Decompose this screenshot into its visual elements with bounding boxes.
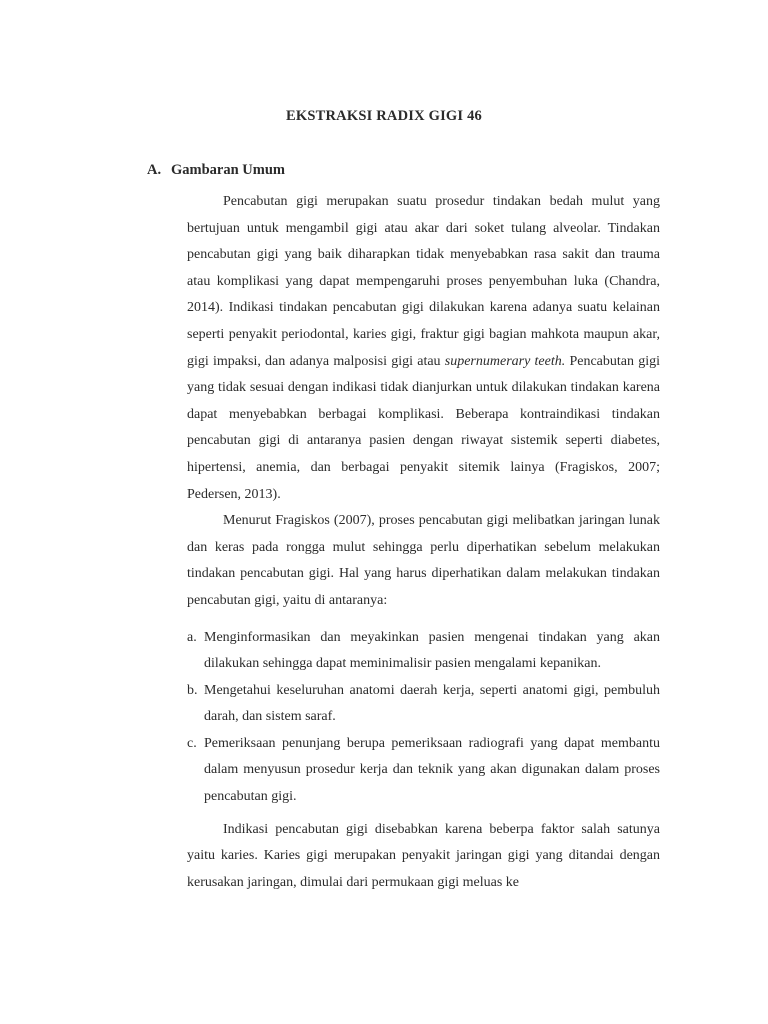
- paragraph-overview-part1: Pencabutan gigi merupakan suatu prosedur tindakan bedah mulut yang bertujuan untuk mengambil gigi atau akar dari soket tulang alveolar. Tindakan pencabutan gigi yang baik diharapkan tidak menyebabkan rasa sakit dan trauma atau komplikasi yang dapat mempengaruhi proses penyembuhan luka (Chandra, 2014). Indikasi tindakan pencabutan gigi dilakukan karena adanya suatu kelainan seperti penyakit periodontal, karies gigi, fraktur gigi bagian mahkota maupun akar, gigi impaksi, dan adanya malposisi gigi atau: [187, 194, 660, 369]
- paragraph-fragiskos: Menurut Fragiskos (2007), proses pencabutan gigi melibatkan jaringan lunak dan keras pada rongga mulut sehingga perlu diperhatikan sebelum melakukan tindakan pencabutan gigi. Hal yang harus diperhatikan dalam melakukan tindakan pencabutan gigi, yaitu di antaranya:: [187, 513, 660, 608]
- list-item: [187, 731, 660, 811]
- list-item-marker: b.: [187, 682, 198, 698]
- list-item: [187, 625, 660, 678]
- list-item-text: Menginformasikan dan meyakinkan pasien mengenai tindakan yang akan dilakukan sehingga dapat meminimalisir pasien mengalami kepanikan.: [204, 629, 660, 672]
- section-heading-text: Gambaran Umum: [171, 162, 285, 178]
- section-heading: [147, 162, 285, 179]
- list-item-text: Pemeriksaan penunjang berupa pemeriksaan radiografi yang dapat membantu dalam menyusun prosedur kerja dan teknik yang akan digunakan dalam proses pencabutan gigi.: [204, 735, 660, 805]
- paragraph-overview: [187, 189, 660, 508]
- considerations-list: [187, 625, 660, 811]
- section-marker: A.: [147, 162, 162, 178]
- list-item-text: Mengetahui keseluruhan anatomi daerah kerja, seperti anatomi gigi, pembuluh darah, dan sistem saraf.: [204, 682, 660, 725]
- page-title: EKSTRAKSI RADIX GIGI 46: [286, 108, 482, 124]
- paragraph-overview-italic-term: supernumerary teeth.: [444, 353, 566, 369]
- paragraph-indications: Indikasi pencabutan gigi disebabkan karena beberpa faktor salah satunya yaitu karies. Karies gigi merupakan penyakit jaringan gigi yang ditandai dengan kerusakan jaringan, dimulai dari permukaan gigi meluas ke: [187, 821, 660, 890]
- body-text: [187, 189, 660, 896]
- list-item-marker: c.: [187, 735, 197, 751]
- list-item: [187, 678, 660, 731]
- paragraph-overview-part2: Pencabutan gigi yang tidak sesuai dengan indikasi tidak dianjurkan untuk dilakukan tindakan karena dapat menyebabkan berbagai komplikasi. Beberapa kontraindikasi tindakan pencabutan gigi di antaranya pasien dengan riwayat sistemik seperti diabetes, hipertensi, anemia, dan berbagai penyakit sitemik lainya (Fragiskos, 2007; Pedersen, 2013).: [187, 353, 660, 502]
- list-item-marker: a.: [187, 629, 197, 645]
